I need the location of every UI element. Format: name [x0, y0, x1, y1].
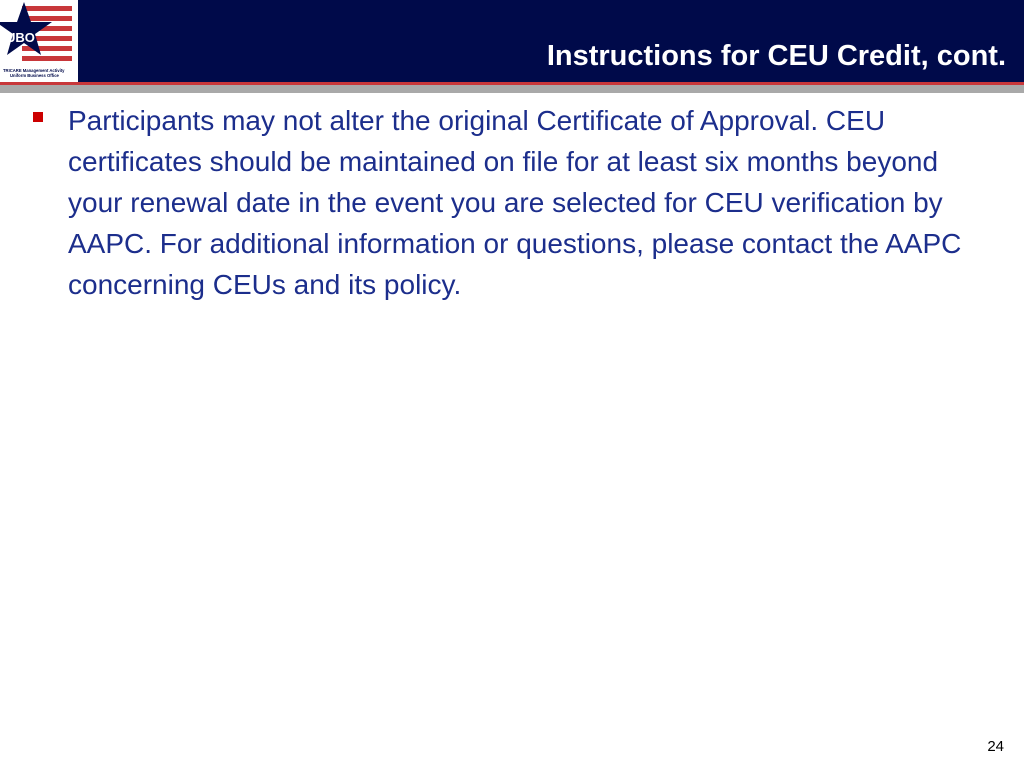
header-divider-gray	[0, 85, 1024, 93]
ubo-logo-graphic	[0, 0, 78, 82]
bullet-item	[30, 100, 990, 305]
logo-caption-2: Uniform Business Office	[10, 73, 59, 78]
slide-body	[30, 100, 990, 305]
logo-caption-1: TRICARE Management Activity	[3, 68, 65, 73]
slide-title: Instructions for CEU Credit, cont.	[546, 40, 1006, 72]
bullet-text: Participants may not alter the original Certificate of Approval. CEU certificates should be maintained on file for at least six months beyond your renewal date in the event you are selected for CEU verification by AAPC. For additional information or questions, please contact the AAPC concerning CEUs and its policy.	[68, 105, 962, 300]
square-bullet-icon	[33, 112, 43, 122]
page-number: 24	[987, 738, 1004, 755]
header-bar	[0, 0, 1024, 82]
logo-text: UBO	[6, 30, 35, 45]
ubo-logo	[0, 0, 78, 82]
